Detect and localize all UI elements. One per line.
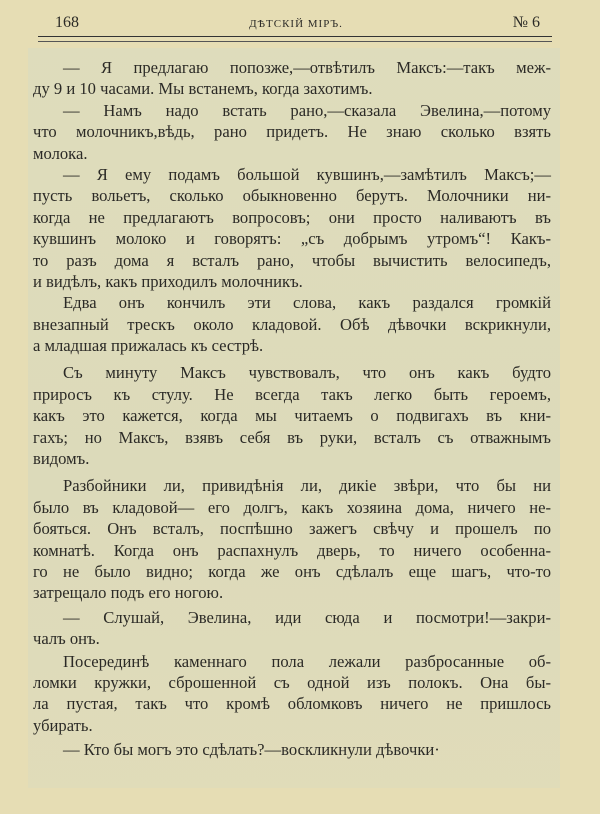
text-line: пусть вольетъ, сколько обыкновенно берутъ. Молочники ни- — [33, 186, 551, 206]
paragraph — [33, 739, 551, 760]
text-line: какъ это кажется, когда мы читаемъ о подвигахъ въ кни- — [33, 406, 551, 426]
text-line: затрещало подъ его ногою. — [33, 583, 224, 603]
header-rule — [38, 36, 552, 42]
text-line: — Слушай, Эвелина, иди сюда и посмотри!—закри- — [63, 607, 551, 627]
text-line: бояться. Онъ всталъ, поспѣшно зажегъ свѣчу и прошелъ по — [33, 519, 551, 539]
paragraph — [33, 57, 551, 100]
text-line: — Я ему подамъ большой кувшинъ,—замѣтилъ Максъ;— — [63, 164, 551, 184]
text-line: ломки кружки, сброшенной съ одной изъ полокъ. Она бы- — [33, 672, 551, 692]
journal-title: ДѢТСКІЙ МІРЪ. — [249, 18, 343, 30]
text-line: и видѣлъ, какъ приходилъ молочникъ. — [33, 271, 303, 291]
text-line: — Намъ надо встать рано,—сказала Эвелина,—потому — [63, 100, 551, 120]
paragraph — [33, 362, 551, 469]
paragraph — [33, 100, 551, 164]
text-line: было въ кладовой— его долгъ, какъ хозяина дома, ничего не- — [33, 497, 551, 517]
text-line: чалъ онъ. — [33, 629, 100, 649]
text-line: Разбойники ли, привидѣнія ли, дикіе звѣри, что бы ни — [63, 476, 551, 496]
text-line: гахъ; но Максъ, взявъ себя въ руки, всталъ съ отважнымъ — [33, 427, 551, 447]
text-line: ла пустая, такъ что кромѣ обломковъ ничего не пришлось — [33, 694, 551, 714]
text-line: ду 9 и 10 часами. Мы встанемъ, когда захотимъ. — [33, 79, 373, 99]
text-line: Посерединѣ каменнаго пола лежали разбросанные об- — [63, 651, 551, 671]
paragraph — [33, 475, 551, 603]
text-line: Едва онъ кончилъ эти слова, какъ раздался громкій — [63, 293, 551, 313]
paragraph — [33, 164, 551, 292]
text-line: внезапный трескъ около кладовой. Обѣ дѣвочки вскрикнули, — [33, 314, 551, 334]
text-line: убирать. — [33, 715, 93, 735]
text-line: кувшинъ молоко и говорятъ: „съ добрымъ утромъ“! Какъ- — [33, 229, 551, 249]
text-line: что молочникъ,вѣдь, рано придетъ. Не знаю сколько взять — [33, 122, 551, 142]
text-line: молока. — [33, 143, 88, 163]
text-line: то разъ дома я всталъ рано, чтобы вычистить велосипедъ, — [33, 250, 551, 270]
page-number: 168 — [55, 14, 79, 31]
text-line: комнатѣ. Когда онъ распахнулъ дверь, то ничего особенна- — [33, 540, 551, 560]
paragraph — [33, 651, 551, 737]
text-line: Съ минуту Максъ чувствовалъ, что онъ какъ будто — [63, 363, 551, 383]
paragraph — [33, 607, 551, 650]
text-line: приросъ къ стулу. Не всегда такъ легко быть героемъ, — [33, 384, 551, 404]
text-line: видомъ. — [33, 449, 90, 469]
issue-number: № 6 — [512, 14, 540, 31]
text-line: — Кто бы могъ это сдѣлать?—воскликнули дѣвочки· — [63, 740, 440, 760]
body-text — [33, 57, 551, 761]
text-line: го не было видно; когда же онъ сдѣлалъ еще шагъ, что-то — [33, 561, 551, 581]
text-line: когда не предлагаютъ вопросовъ; они просто наливаютъ въ — [33, 207, 551, 227]
running-header — [40, 14, 552, 36]
paragraph — [33, 292, 551, 356]
text-line: — Я предлагаю попозже,—отвѣтилъ Максъ:—такъ меж- — [63, 58, 551, 77]
text-line: а младшая прижалась къ сестрѣ. — [33, 336, 264, 356]
